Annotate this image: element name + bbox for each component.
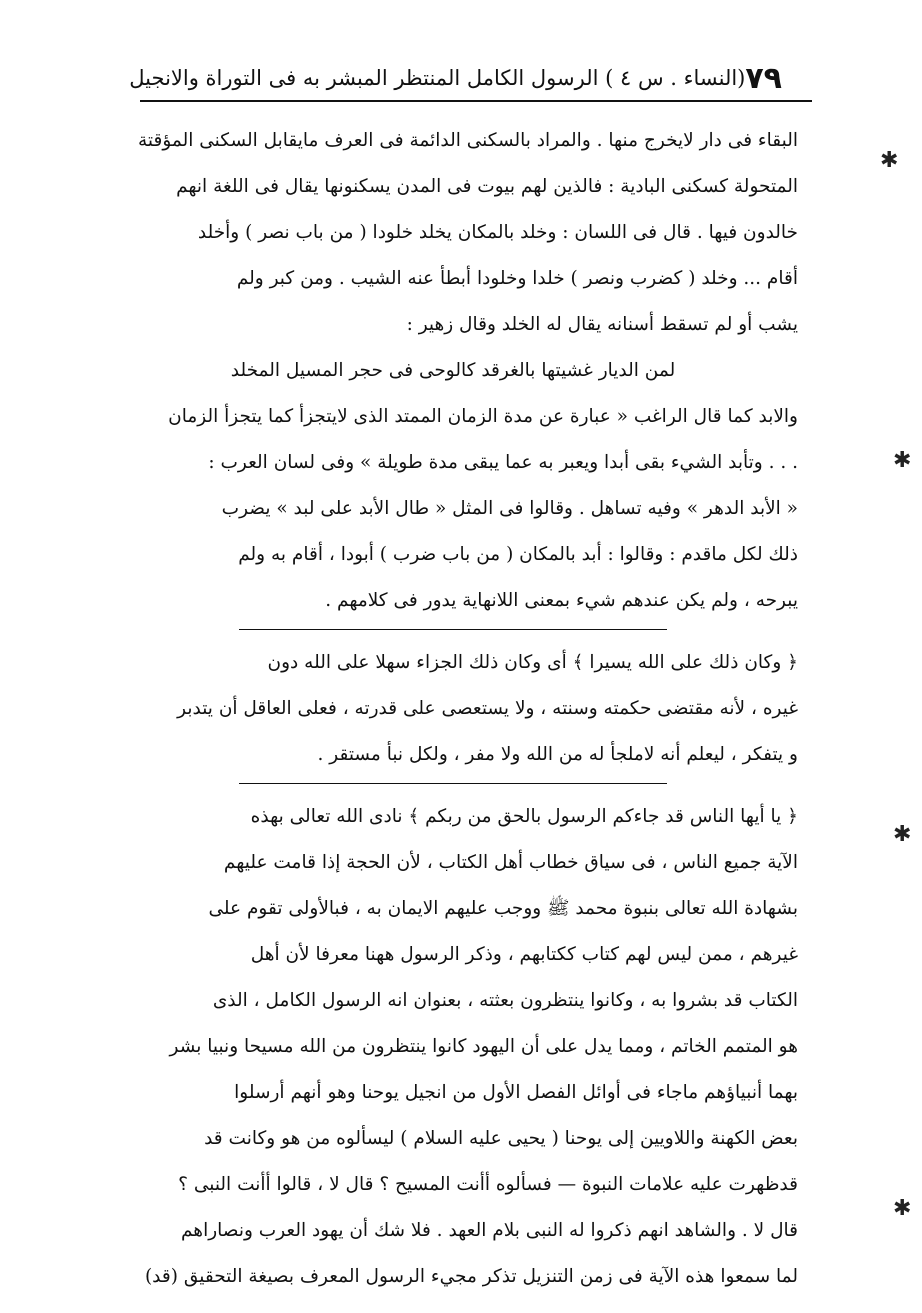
text-line: غيرهم ، ممن ليس لهم كتاب ككتابهم ، وذكر الرسول ههنا معرفا لأن أهل — [250, 944, 798, 965]
text-line: قال لا . والشاهد انهم ذكروا له النبى بلام العهد . فلا شك أن يهود العرب ونصاراهم — [181, 1220, 798, 1241]
text-line: . . . وتأبد الشيء بقى أبدا ويعبر به عما يبقى مدة طويلة » وفى لسان العرب : — [208, 452, 798, 473]
margin-flower-icon: ✱ — [893, 448, 912, 473]
page-header — [129, 58, 782, 98]
text-line: بشهادة الله تعالى بنبوة محمد ﷺ ووجب عليهم الايمان به ، فبالأولى تقوم على — [208, 898, 798, 919]
header-rule — [140, 100, 812, 102]
text-line: البقاء فى دار لايخرج منها . والمراد بالسكنى الدائمة فى العرف مايقابل السكنى المؤقتة — [137, 130, 798, 151]
margin-flower-icon: ✱ — [893, 822, 912, 847]
text-line: أقام ... وخلد ( كضرب ونصر ) خلدا وخلودا أبطأ عنه الشيب . ومن كبر ولم — [236, 268, 798, 289]
text-line: خالدون فيها . قال فى اللسان : وخلد بالمكان يخلد خلودا ( من باب نصر ) وأخلد — [197, 222, 798, 243]
section-divider — [239, 783, 667, 784]
page-body — [108, 118, 798, 1300]
text-line: بعض الكهنة واللاويين إلى يوحنا ( يحيى عليه السلام ) ليسألوه من هو وكانت قد — [204, 1128, 798, 1149]
text-line: المتحولة كسكنى البادية : فالذين لهم بيوت فى المدن يسكنونها يقال فى اللغة انهم — [176, 176, 798, 197]
text-line: يبرحه ، ولم يكن عندهم شيء بمعنى اللانهاية يدور فى كلامهم . — [325, 590, 798, 611]
paragraph-block-2 — [108, 640, 798, 778]
margin-flower-icon: ✱ — [880, 148, 899, 173]
section-divider — [239, 629, 667, 630]
text-line: لما سمعوا هذه الآية فى زمن التنزيل تذكر مجيء الرسول المعرف بصيغة التحقيق (قد) — [144, 1266, 798, 1287]
text-line: غيره ، لأنه مقتضى حكمته وسنته ، ولا يستعصى على قدرته ، فعلى العاقل أن يتدبر — [177, 698, 798, 719]
text-line: قدظهرت عليه علامات النبوة — فسألوه أأنت المسيح ؟ قال لا ، قالوا أأنت النبى ؟ — [178, 1174, 798, 1195]
text-line: الكتاب قد بشروا به ، وكانوا ينتظرون بعثته ، بعنوان انه الرسول الكامل ، الذى — [212, 990, 798, 1011]
paragraph-block-3 — [108, 794, 798, 1300]
text-line: ذلك لكل ماقدم : وقالوا : أبد بالمكان ( من باب ضرب ) أبودا ، أقام به ولم — [238, 544, 798, 565]
text-line: « الأبد الدهر » وفيه تساهل . وقالوا فى المثل « طال الأبد على لبد » يضرب — [221, 498, 798, 519]
poetry-verse: لمن الديار غشيتها بالغرقد كالوحى فى حجر المسيل المخلد — [230, 360, 676, 381]
margin-flower-icon: ✱ — [893, 1196, 912, 1221]
text-line: و يتفكر ، ليعلم أنه لاملجأ له من الله ولا مفر ، ولكل نبأ مستقر . — [317, 744, 798, 765]
paragraph-block-1 — [108, 118, 798, 624]
page-number: ٧٩ — [745, 60, 782, 96]
text-line: بهما أنبياؤهم ماجاء فى أوائل الفصل الأول من انجيل يوحنا وهو أنهم أرسلوا — [234, 1082, 798, 1103]
text-line: يشب أو لم تسقط أسنانه يقال له الخلد وقال زهير : — [406, 314, 798, 335]
text-line: هو المتمم الخاتم ، ومما يدل على أن اليهود كانوا ينتظرون من الله مسيحا ونبيا بشر — [169, 1036, 798, 1057]
running-title: (النساء . س ٤ ) الرسول الكامل المنتظر المبشر به فى التوراة والانجيل — [129, 66, 746, 90]
text-line: ﴿ يا أيها الناس قد جاءكم الرسول بالحق من ربكم ﴾ نادى الله تعالى بهذه — [250, 806, 798, 827]
text-line: والابد كما قال الراغب « عبارة عن مدة الزمان الممتد الذى لايتجزأ كما يتجزأ الزمان — [168, 406, 798, 427]
text-line: الآية جميع الناس ، فى سياق خطاب أهل الكتاب ، لأن الحجة إذا قامت عليهم — [223, 852, 798, 873]
text-line: ﴿ وكان ذلك على الله يسيرا ﴾ أى وكان ذلك الجزاء سهلا على الله دون — [267, 652, 798, 673]
